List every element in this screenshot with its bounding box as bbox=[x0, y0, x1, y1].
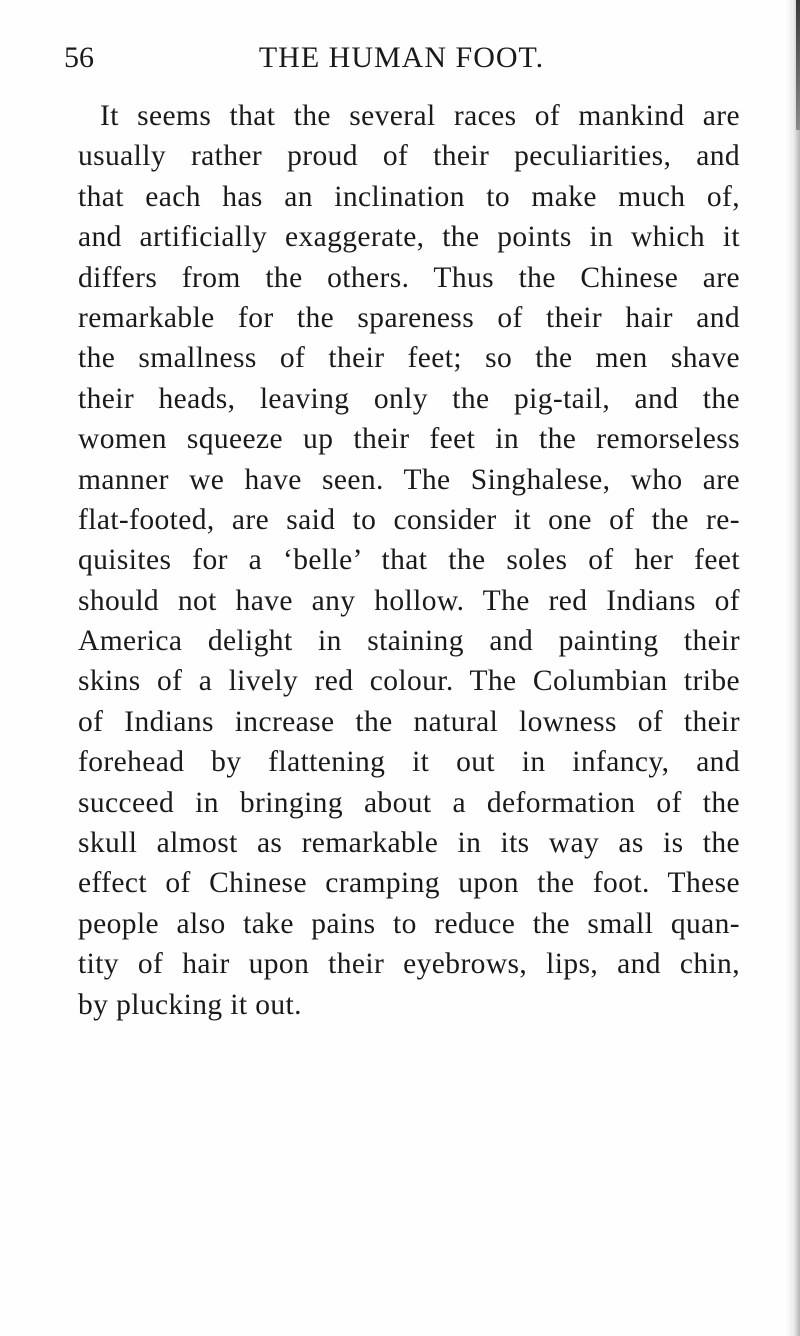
text-line: differs from the others. Thus the Chinese are bbox=[78, 261, 740, 294]
text-line: the smallness of their feet; so the men shave bbox=[78, 342, 740, 375]
text-line: effect of Chinese cramping upon the foot. These bbox=[78, 867, 740, 900]
text-line: that each has an inclination to make much of, bbox=[78, 180, 740, 213]
text-line: skins of a lively red colour. The Columbian tribe bbox=[78, 665, 740, 698]
text-line: flat-footed, are said to consider it one of the re- bbox=[78, 503, 740, 536]
running-head bbox=[64, 36, 739, 80]
text-line: should not have any hollow. The red Indians of bbox=[78, 584, 740, 617]
page-number: 56 bbox=[64, 41, 94, 74]
text-line: by plucking it out. bbox=[78, 988, 302, 1021]
running-title: THE HUMAN FOOT. bbox=[258, 41, 545, 74]
text-line: quisites for a ‘belle’ that the soles of her feet bbox=[78, 544, 740, 577]
text-line: manner we have seen. The Singhalese, who are bbox=[78, 463, 740, 496]
page-edge-shadow bbox=[786, 0, 800, 1336]
page-edge-dark bbox=[796, 0, 800, 130]
text-line: America delight in staining and painting their bbox=[78, 625, 740, 658]
text-line: and artificially exaggerate, the points in which it bbox=[78, 221, 740, 254]
text-line: It seems that the several races of mankind are bbox=[100, 100, 740, 132]
text-line: usually rather proud of their peculiarities, and bbox=[78, 140, 740, 173]
text-line: forehead by flattening it out in infancy, and bbox=[78, 746, 740, 779]
text-line: remarkable for the spareness of their hair and bbox=[78, 301, 740, 334]
text-line: tity of hair upon their eyebrows, lips, and chin, bbox=[78, 948, 740, 981]
body-paragraph bbox=[78, 96, 740, 1025]
text-line: women squeeze up their feet in the remorseless bbox=[78, 423, 740, 456]
text-line: skull almost as remarkable in its way as is the bbox=[78, 827, 740, 860]
text-line: people also take pains to reduce the small quan- bbox=[78, 907, 740, 940]
text-line: of Indians increase the natural lowness of their bbox=[78, 705, 740, 738]
text-line: succeed in bringing about a deformation of the bbox=[78, 786, 740, 819]
text-line: their heads, leaving only the pig-tail, and the bbox=[78, 382, 740, 415]
